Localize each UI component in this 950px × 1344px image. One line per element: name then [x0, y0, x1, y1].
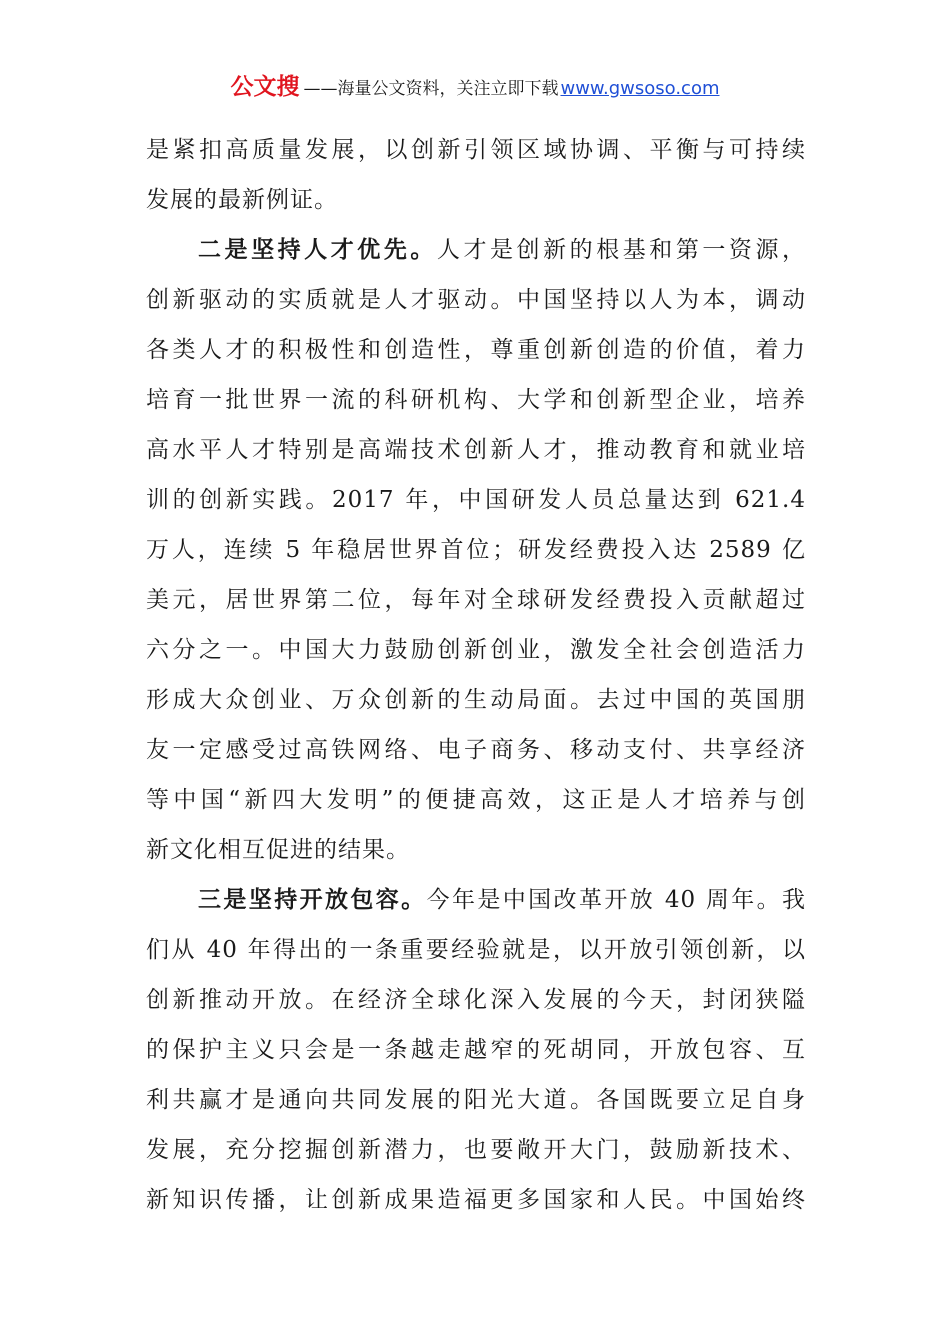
- header-tagline: ——海量公文资料，关注立即下载: [303, 79, 559, 99]
- text-line: 是紧扣高质量发展，以创新引领区域协调、平衡与可持续: [146, 137, 806, 163]
- text-line: 形成大众创业、万众创新的生动局面。去过中国的英国朋: [146, 687, 806, 713]
- text-line: 创新驱动的实质就是人才驱动。中国坚持以人为本，调动: [146, 287, 806, 313]
- website-link[interactable]: www.gwsoso.com: [560, 78, 720, 99]
- text-line: 美元，居世界第二位，每年对全球研发经费投入贡献超过: [146, 587, 806, 613]
- text-line: 等中国“新四大发明”的便捷高效，这正是人才培养与创: [146, 787, 806, 813]
- text-line: 利共赢才是通向共同发展的阳光大道。各国既要立足自身: [146, 1087, 806, 1113]
- paragraph-first-line: [146, 875, 806, 925]
- text-line: 各类人才的积极性和创造性，尊重创新创造的价值，着力: [146, 337, 806, 363]
- text-line: 发展，充分挖掘创新潜力，也要敞开大门，鼓励新技术、: [146, 1137, 806, 1163]
- paragraph-lead-heading: 三是坚持开放包容。: [198, 887, 427, 913]
- text-line: 们从 40 年得出的一条重要经验就是，以开放引领创新，以: [146, 937, 806, 963]
- text-line: 友一定感受过高铁网络、电子商务、移动支付、共享经济: [146, 737, 806, 763]
- paragraph-first-line: [146, 225, 806, 275]
- text-line: 万人，连续 5 年稳居世界首位；研发经费投入达 2589 亿: [146, 537, 806, 563]
- text-span: 今年是中国改革开放 40 周年。我: [426, 887, 807, 913]
- document-body: [146, 125, 806, 1225]
- text-span: 人才是创新的根基和第一资源，: [436, 237, 807, 263]
- text-line: 培育一批世界一流的科研机构、大学和创新型企业，培养: [146, 387, 806, 413]
- brand-logo-text: 公文搜: [230, 74, 300, 100]
- text-line: 高水平人才特别是高端技术创新人才，推动教育和就业培: [146, 437, 806, 463]
- text-line: 训的创新实践。2017 年，中国研发人员总量达到 621.4: [146, 487, 806, 513]
- text-line: 新知识传播，让创新成果造福更多国家和人民。中国始终: [146, 1187, 806, 1213]
- paragraph-lead-heading: 二是坚持人才优先。: [198, 237, 437, 263]
- text-line: 创新推动开放。在经济全球化深入发展的今天，封闭狭隘: [146, 987, 806, 1013]
- text-line: 新文化相互促进的结果。: [146, 837, 410, 863]
- text-line: 发展的最新例证。: [146, 187, 338, 213]
- document-header: [0, 72, 950, 104]
- text-line: 六分之一。中国大力鼓励创新创业，激发全社会创造活力: [146, 637, 806, 663]
- text-line: 的保护主义只会是一条越走越窄的死胡同，开放包容、互: [146, 1037, 806, 1063]
